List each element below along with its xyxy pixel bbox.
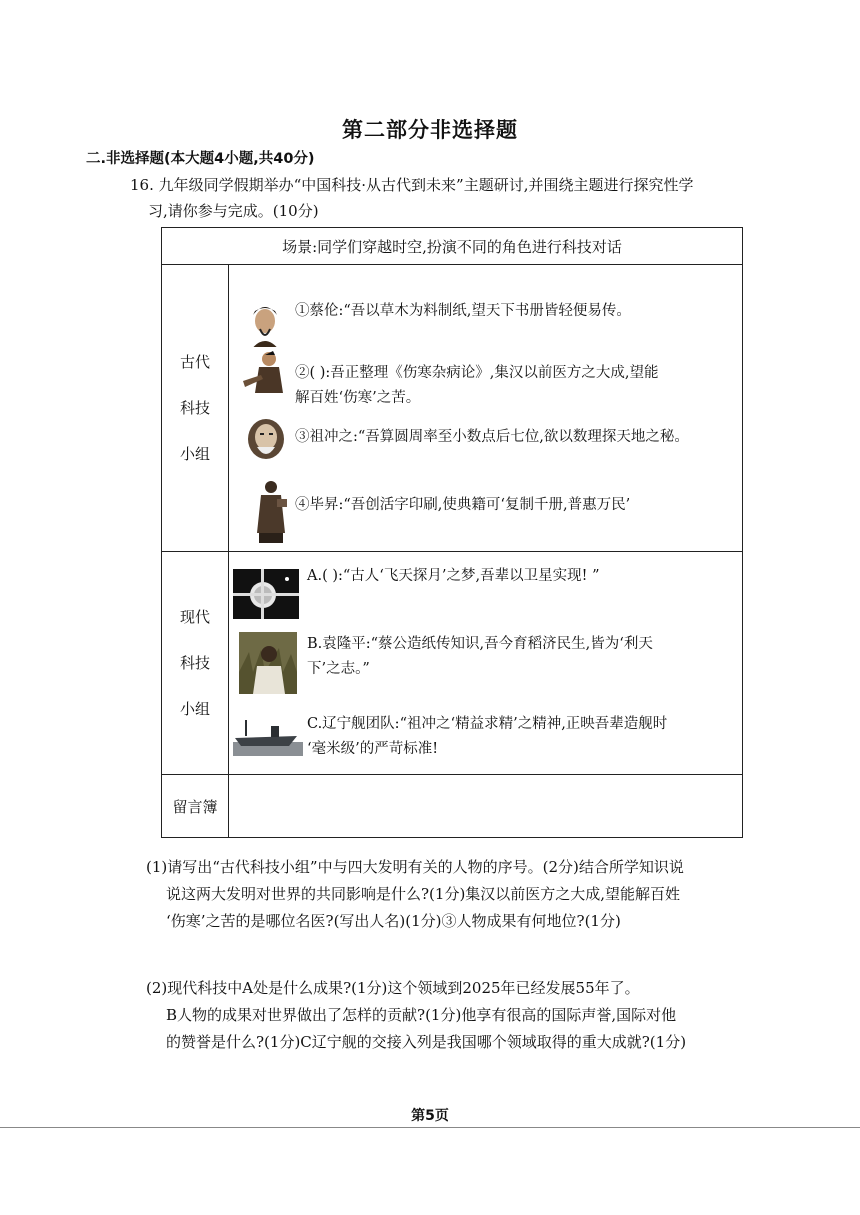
ancient-entry-1-text: ①蔡伦:“吾以草木为料制纸,望天下书册皆轻便易传。 xyxy=(295,303,631,319)
modern-entry-a-text: A.( ):“古人‘飞天探月’之梦,吾辈以卫星实现! ” xyxy=(307,568,600,584)
ancient-label-2: 科技 xyxy=(179,399,210,417)
guestbook-cell xyxy=(229,775,743,838)
modern-label-3: 小组 xyxy=(179,700,210,718)
section-heading: 二.非选择题(本大题4小题,共40分) xyxy=(86,151,315,167)
modern-label-2: 科技 xyxy=(179,654,210,672)
modern-group-cell xyxy=(229,552,743,775)
liaoning-carrier-photo xyxy=(233,716,303,756)
ancient-entry-3-text: ③祖冲之:“吾算圆周率至小数点后七位,欲以数理探天地之秘。 xyxy=(295,429,689,445)
modern-entry-c-line1: C.辽宁舰团队:“祖冲之‘精益求精’之精神,正映吾辈造舰时 xyxy=(307,716,668,732)
page-number: 第5页 xyxy=(411,1108,449,1124)
sub-question-1-line2: 说这两大发明对世界的共同影响是什么?(1分)集汉以前医方之大成,望能解百姓 xyxy=(166,885,681,903)
ancient-entry-4-text: ④毕昇:“吾创活字印刷,使典籍可‘复制千册,普惠万民’ xyxy=(295,497,631,513)
sub-question-2-line3: 的赞誉是什么?(1分)C辽宁舰的交接入列是我国哪个领域取得的重大成就?(1分) xyxy=(166,1033,687,1051)
modern-entry-b-line2: 下’之志。” xyxy=(307,661,370,677)
modern-entry-c-line2: ‘毫米级’的严苛标准! xyxy=(307,741,439,757)
modern-entry-c xyxy=(307,712,667,762)
sub-question-1 xyxy=(146,854,746,935)
zu-chongzhi-portrait xyxy=(243,415,289,461)
sub-question-2-line1: (2)现代科技中A处是什么成果?(1分)这个领域到2025年已经发展55年了。 xyxy=(146,979,640,997)
modern-entry-b xyxy=(307,632,653,682)
ancient-group-cell xyxy=(229,265,743,552)
scene-table xyxy=(161,227,743,838)
question-16-intro xyxy=(130,172,740,224)
ancient-entry-1 xyxy=(295,299,631,324)
scene-header: 场景:同学们穿越时空,扮演不同的角色进行科技对话 xyxy=(162,228,743,265)
bi-sheng-statue xyxy=(251,477,291,545)
modern-label-1: 现代 xyxy=(179,608,210,626)
sub-question-2 xyxy=(146,975,746,1056)
ancient-group-label xyxy=(162,265,229,552)
modern-group-label xyxy=(162,552,229,775)
satellite-image xyxy=(233,569,299,619)
ancient-label-3: 小组 xyxy=(179,445,210,463)
question-16-intro-line2: 习,请你参与完成。(10分) xyxy=(148,202,319,220)
zhang-zhongjing-portrait xyxy=(239,347,289,399)
page-footer-divider xyxy=(0,1127,860,1128)
question-16-intro-line1: 16. 九年级同学假期举办“中国科技·从古代到未来”主题研讨,并围绕主题进行探究性学 xyxy=(130,176,694,194)
modern-entry-a xyxy=(307,564,599,589)
part-title: 第二部分非选择题 xyxy=(342,118,518,142)
ancient-entry-4 xyxy=(295,493,630,518)
yuan-longping-photo xyxy=(239,632,297,694)
sub-question-1-line1: (1)请写出“古代科技小组”中与四大发明有关的人物的序号。(2分)结合所学知识说 xyxy=(146,858,684,876)
ancient-entry-2-line1: ②( ):吾正整理《伤寒杂病论》,集汉以前医方之大成,望能 xyxy=(295,365,659,381)
ancient-entry-2 xyxy=(295,361,659,411)
ancient-entry-2-line2: 解百姓‘伤寒’之苦。 xyxy=(295,390,421,406)
ancient-label-1: 古代 xyxy=(179,353,210,371)
ancient-entry-3 xyxy=(295,425,689,450)
guestbook-label: 留言簿 xyxy=(162,775,229,838)
sub-question-2-line2: B人物的成果对世界做出了怎样的贡献?(1分)他享有很高的国际声誉,国际对他 xyxy=(166,1006,677,1024)
sub-question-1-line3: ‘伤寒’之苦的是哪位名医?(写出人名)(1分)③人物成果有何地位?(1分) xyxy=(166,912,621,930)
modern-entry-b-line1: B.袁隆平:“蔡公造纸传知识,吾今育稻济民生,皆为‘利天 xyxy=(307,636,653,652)
